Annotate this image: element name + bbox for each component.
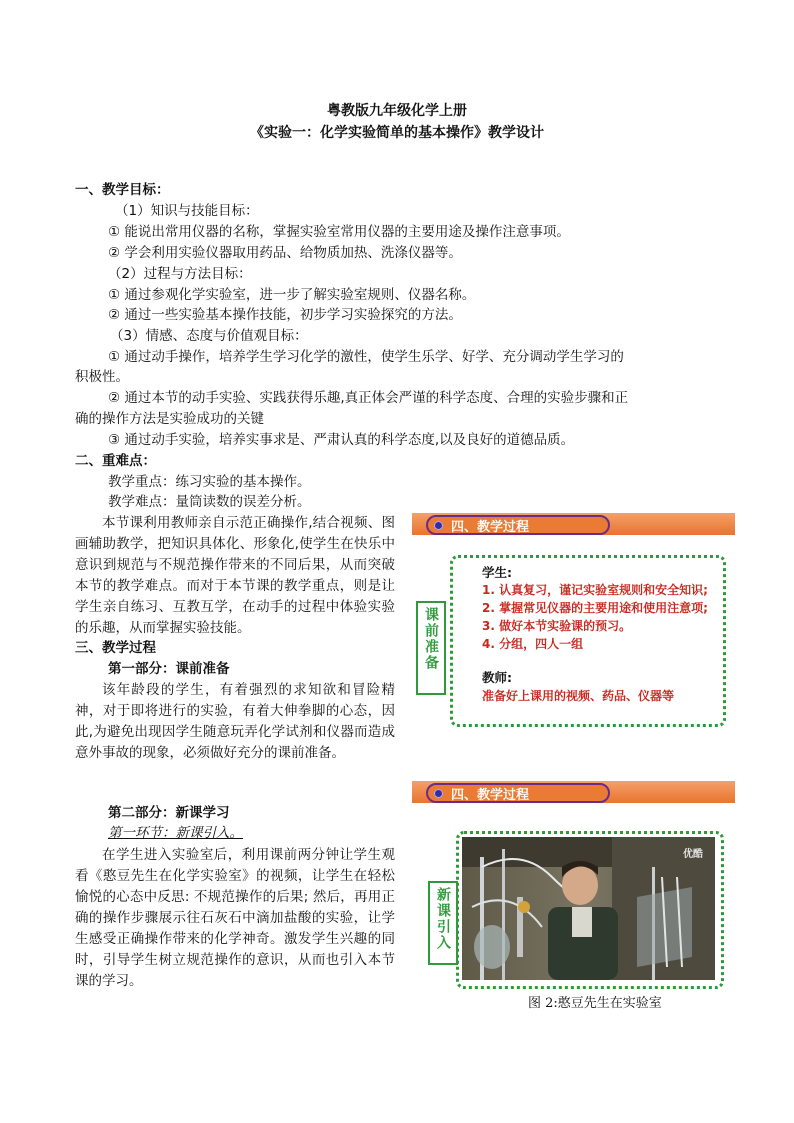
teacher-item: 准备好上课用的视频、药品、仪器等 [482, 689, 675, 703]
lab-scene-illustration [462, 837, 715, 980]
side-label-text: 课前准备 [423, 607, 439, 671]
section-heading-objectives: 一、教学目标： [75, 182, 170, 198]
objective-line: 积极性。 [75, 369, 129, 385]
student-item: 2. 掌握常见仪器的主要用途和使用注意项; [482, 601, 708, 615]
objective-line: 确的操作方法是实验成功的关键 [75, 411, 264, 427]
document-title-line2: 《实验一：化学实验简单的基本操作》教学设计 [250, 125, 544, 141]
part2-heading: 第二部分：新课学习 [108, 805, 230, 821]
method-paragraph: 本节课利用教师亲自示范正确操作,结合视频、图画辅助教学，把知识具体化、形象化,使学生在快乐中意识到规范与不规范操作带来的不同后果，从而突破本节的教学难点。而对于本节课的教学重点，则是让学生亲自练习、互教互学，在动手的过程中体验实验的乐趣，从而掌握实验技能。 [75, 515, 395, 636]
student-title: 学生: [482, 565, 512, 580]
bullet-dot-icon [434, 789, 443, 798]
objective-line: ① 能说出常用仪器的名称，掌握实验室常用仪器的主要用途及操作注意事项。 [108, 224, 570, 240]
objective-line: ② 通过一些实验基本操作技能，初步学习实验探究的方法。 [108, 307, 462, 323]
key-point: 教学重点：练习实验的基本操作。 [108, 474, 311, 490]
bullet-dot-icon [434, 521, 443, 530]
document-title-line1: 粤教版九年级化学上册 [327, 103, 467, 119]
slide-title: 四、教学过程 [451, 519, 530, 535]
slide-pre-class [412, 513, 735, 739]
objective-line: （1）知识与技能目标： [115, 203, 259, 219]
side-label [428, 881, 458, 965]
section-heading-process: 三、教学过程 [75, 640, 156, 656]
teacher-title: 教师: [482, 670, 512, 685]
video-watermark: 优酷 [683, 849, 703, 860]
section-heading-key-points: 二、重难点： [75, 453, 156, 469]
objective-line: ② 学会利用实验仪器取用药品、给物质加热、洗涤仪器等。 [108, 245, 462, 261]
slide-new-lesson [412, 781, 735, 1006]
side-label-text: 新课引入 [435, 887, 451, 951]
slide-title: 四、教学过程 [451, 787, 530, 803]
side-label [416, 601, 446, 695]
slide-title-pill [426, 515, 610, 535]
objective-line: （3）情感、态度与价值观目标： [110, 328, 308, 344]
link-new-lesson[interactable]: 第一环节：新课引入。 [108, 825, 243, 841]
objective-line: ② 通过本节的动手实验、实践获得乐趣,真正体会严谨的科学态度、合理的实验步骤和正 [108, 390, 629, 406]
slide-header [412, 781, 735, 803]
objective-line: ① 通过参观化学实验室，进一步了解实验室规则、仪器名称。 [108, 287, 476, 303]
part2-paragraph: 在学生进入实验室后，利用课前两分钟让学生观看《憨豆先生在化学实验室》的视频，让学生在轻松愉悦的心态中反思: 不规范操作的后果; 然后，再用正确的操作步骤展示往石灰石中滴加盐酸的实验，让学生感受正确操作带来的化学神奇。激发学生兴趣的同时，引导学生树立规范操作的意识，从而也引入本节课的学习。 [75, 847, 395, 989]
objective-line: ① 通过动手操作，培养学生学习化学的激性，使学生乐学、好学、充分调动学生学习的 [108, 349, 624, 365]
part1-heading: 第一部分：课前准备 [108, 661, 230, 677]
difficult-point: 教学难点：量筒读数的误差分析。 [108, 494, 311, 510]
slide-title-pill [426, 783, 610, 803]
objective-line: ③ 通过动手实验，培养实事求是、严肃认真的科学态度,以及良好的道德品质。 [108, 432, 575, 448]
objective-line: （2）过程与方法目标： [108, 266, 252, 282]
slide-header [412, 513, 735, 535]
student-item: 4. 分组，四人一组 [482, 637, 584, 651]
part1-paragraph: 该年龄段的学生，有着强烈的求知欲和冒险精神，对于即将进行的实验，有着大伸拳脚的心态，因此,为避免出现因学生随意玩弄化学试剂和仪器而造成意外事故的现象，必须做好充分的课前准备。 [75, 682, 395, 761]
figure-caption: 图 2:憨豆先生在实验室 [528, 996, 662, 1011]
student-item: 3. 做好本节实验课的预习。 [482, 619, 632, 633]
student-item: 1. 认真复习，谨记实验室规则和安全知识; [482, 583, 708, 597]
video-still-image[interactable] [462, 837, 715, 980]
